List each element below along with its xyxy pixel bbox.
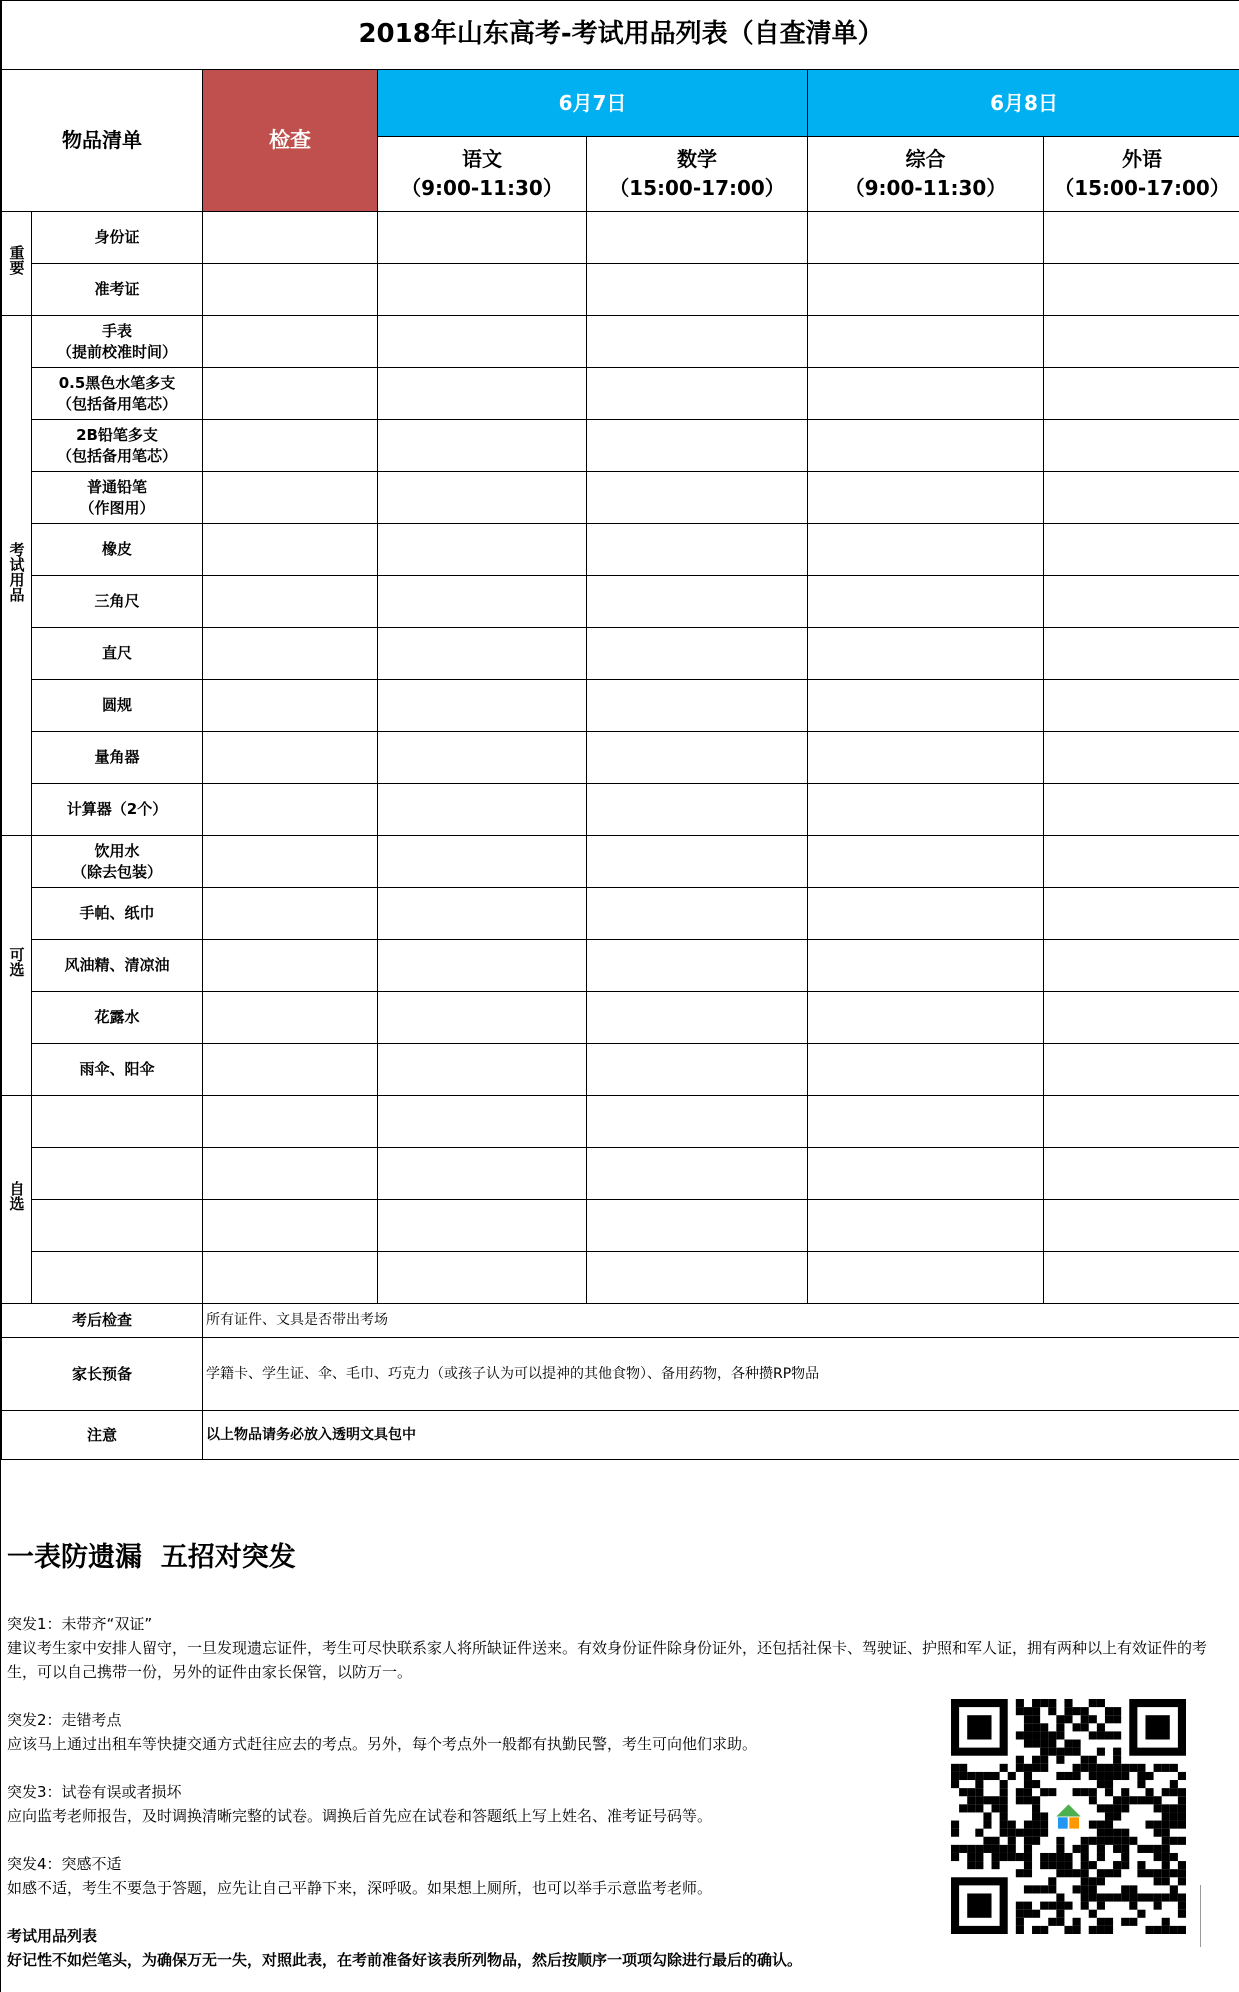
- subject-check-cell[interactable]: [808, 784, 1044, 836]
- subject-check-cell[interactable]: [587, 680, 808, 732]
- tip-body: 应向监考老师报告，及时调换清晰完整的试卷。调换后首先应在试卷和答题纸上写上姓名、准考证号码等。: [7, 1807, 713, 1825]
- subject-check-cell[interactable]: [378, 836, 587, 888]
- subject-check-cell[interactable]: [808, 212, 1044, 264]
- subject-check-cell[interactable]: [1044, 212, 1239, 264]
- tip-body: 建议考生家中安排人留守，一旦发现遗忘证件，考生可尽快联系家人将所缺证件送来。有效身份证件除身份证外，还包括社保卡、驾驶证、护照和军人证，拥有两种以上有效证件的考生，可以自己携带一份，另外的证件由家长保管，以防万一。: [7, 1639, 1208, 1681]
- subject-check-cell[interactable]: [378, 1096, 587, 1148]
- item-name: 手帕、纸巾: [32, 888, 203, 940]
- table-row: [2, 212, 1239, 264]
- table-row: [2, 940, 1239, 992]
- table-row: [2, 472, 1239, 524]
- item-name: 量角器: [32, 732, 203, 784]
- check-cell[interactable]: [203, 420, 378, 472]
- subject-check-cell[interactable]: [587, 1200, 808, 1252]
- table-row: [2, 784, 1239, 836]
- footer-row: [2, 1338, 1239, 1411]
- subject-check-cell[interactable]: [1044, 1096, 1239, 1148]
- subject-check-cell[interactable]: [587, 888, 808, 940]
- group-label: 重要: [2, 212, 32, 316]
- item-name: [32, 1148, 203, 1200]
- subject-check-cell[interactable]: [378, 992, 587, 1044]
- checklist-table: [1, 0, 1239, 1460]
- tip-title: 突发1：未带齐“双证”: [7, 1615, 153, 1633]
- table-row: [2, 732, 1239, 784]
- footer-text: 以上物品请务必放入透明文具包中: [203, 1411, 1239, 1460]
- check-cell[interactable]: [203, 784, 378, 836]
- check-cell[interactable]: [203, 888, 378, 940]
- item-name: 饮用水 （除去包装）: [32, 836, 203, 888]
- subject-header: [378, 137, 587, 212]
- subject-header: [587, 137, 808, 212]
- subject-check-cell[interactable]: [378, 1200, 587, 1252]
- table-row: [2, 576, 1239, 628]
- check-cell[interactable]: [203, 1096, 378, 1148]
- footer-text: 所有证件、文具是否带出考场: [203, 1304, 1239, 1338]
- check-header: 检查: [203, 70, 378, 212]
- subject-check-cell[interactable]: [1044, 888, 1239, 940]
- subject-check-cell[interactable]: [808, 368, 1044, 420]
- item-name: 身份证: [32, 212, 203, 264]
- subject-check-cell[interactable]: [1044, 472, 1239, 524]
- subject-check-cell[interactable]: [808, 1148, 1044, 1200]
- subject-check-cell[interactable]: [1044, 628, 1239, 680]
- item-name: 准考证: [32, 264, 203, 316]
- subject-time: （15:00-17:00）: [609, 176, 785, 200]
- subject-check-cell[interactable]: [808, 1252, 1044, 1304]
- subject-check-cell[interactable]: [1044, 524, 1239, 576]
- subject-check-cell[interactable]: [808, 1044, 1044, 1096]
- check-cell[interactable]: [203, 680, 378, 732]
- check-cell[interactable]: [203, 1044, 378, 1096]
- subject-check-cell[interactable]: [1044, 576, 1239, 628]
- group-label: 考试用品: [2, 316, 32, 836]
- subject-check-cell[interactable]: [587, 1096, 808, 1148]
- subject-check-cell[interactable]: [378, 212, 587, 264]
- subject-check-cell[interactable]: [378, 420, 587, 472]
- subject-check-cell[interactable]: [587, 940, 808, 992]
- subject-check-cell[interactable]: [1044, 836, 1239, 888]
- subject-check-cell[interactable]: [1044, 732, 1239, 784]
- subject-check-cell[interactable]: [587, 1044, 808, 1096]
- item-name: 手表 （提前校准时间）: [32, 316, 203, 368]
- subject-check-cell[interactable]: [378, 1044, 587, 1096]
- date-header-2: 6月8日: [808, 70, 1239, 137]
- subject-name: 外语: [1122, 147, 1163, 171]
- item-name: [32, 1252, 203, 1304]
- item-name: 圆规: [32, 680, 203, 732]
- table-row: [2, 836, 1239, 888]
- tips-heading: 一表防遗漏 五招对突发: [7, 1542, 296, 1573]
- subject-check-cell[interactable]: [587, 212, 808, 264]
- qr-code: [951, 1699, 1186, 1934]
- check-cell[interactable]: [203, 316, 378, 368]
- table-row: [2, 1252, 1239, 1304]
- subject-check-cell[interactable]: [378, 680, 587, 732]
- footer-text: 学籍卡、学生证、伞、毛巾、巧克力（或孩子认为可以提神的其他食物）、备用药物，各种攒RP物品: [203, 1338, 1239, 1411]
- subject-check-cell[interactable]: [587, 1252, 808, 1304]
- subject-check-cell[interactable]: [587, 524, 808, 576]
- item-name: 0.5黑色水笔多支 （包括备用笔芯）: [32, 368, 203, 420]
- table-row: [2, 680, 1239, 732]
- tip-title: 突发4：突感不适: [7, 1855, 122, 1873]
- subject-check-cell[interactable]: [808, 524, 1044, 576]
- subject-check-cell[interactable]: [587, 420, 808, 472]
- subject-check-cell[interactable]: [378, 576, 587, 628]
- subject-check-cell[interactable]: [378, 264, 587, 316]
- subject-check-cell[interactable]: [808, 576, 1044, 628]
- item-name: 普通铅笔 （作图用）: [32, 472, 203, 524]
- table-row: [2, 992, 1239, 1044]
- subject-check-cell[interactable]: [808, 888, 1044, 940]
- tip-item: [7, 1708, 927, 1756]
- item-name: 直尺: [32, 628, 203, 680]
- subject-check-cell[interactable]: [808, 732, 1044, 784]
- date-header-1: 6月7日: [378, 70, 808, 137]
- footer-row: [2, 1411, 1239, 1460]
- page-title: 2018年山东高考-考试用品列表（自查清单）: [2, 1, 1239, 70]
- subject-check-cell[interactable]: [1044, 680, 1239, 732]
- divider: [1200, 1885, 1201, 1947]
- subject-check-cell[interactable]: [587, 1148, 808, 1200]
- subject-check-cell[interactable]: [587, 836, 808, 888]
- check-cell[interactable]: [203, 836, 378, 888]
- subject-check-cell[interactable]: [808, 680, 1044, 732]
- check-cell[interactable]: [203, 368, 378, 420]
- subject-check-cell[interactable]: [1044, 784, 1239, 836]
- check-cell[interactable]: [203, 992, 378, 1044]
- subject-check-cell[interactable]: [1044, 1044, 1239, 1096]
- subject-check-cell[interactable]: [1044, 316, 1239, 368]
- subject-check-cell[interactable]: [808, 472, 1044, 524]
- item-name: 2B铅笔多支 （包括备用笔芯）: [32, 420, 203, 472]
- subject-check-cell[interactable]: [1044, 1252, 1239, 1304]
- tip-title: 突发3：试卷有误或者损坏: [7, 1783, 182, 1801]
- subject-name: 数学: [677, 147, 717, 171]
- table-row: [2, 264, 1239, 316]
- subject-check-cell[interactable]: [808, 264, 1044, 316]
- table-row: [2, 524, 1239, 576]
- table-row: [2, 628, 1239, 680]
- subject-check-cell[interactable]: [1044, 368, 1239, 420]
- tip-item: [7, 1852, 927, 1900]
- subject-check-cell[interactable]: [587, 992, 808, 1044]
- subject-check-cell[interactable]: [587, 576, 808, 628]
- check-cell[interactable]: [203, 1148, 378, 1200]
- check-cell[interactable]: [203, 264, 378, 316]
- subject-check-cell[interactable]: [378, 732, 587, 784]
- subject-check-cell[interactable]: [587, 784, 808, 836]
- subject-header: [808, 137, 1044, 212]
- group-label: 自选: [2, 1096, 32, 1304]
- subject-check-cell[interactable]: [808, 420, 1044, 472]
- subject-check-cell[interactable]: [587, 628, 808, 680]
- item-name: 花露水: [32, 992, 203, 1044]
- check-cell[interactable]: [203, 1252, 378, 1304]
- check-cell[interactable]: [203, 628, 378, 680]
- list-title: 考试用品列表: [7, 1927, 98, 1945]
- check-cell[interactable]: [203, 1200, 378, 1252]
- subject-check-cell[interactable]: [808, 940, 1044, 992]
- subject-header: [1044, 137, 1239, 212]
- check-cell[interactable]: [203, 576, 378, 628]
- subject-check-cell[interactable]: [587, 368, 808, 420]
- subject-name: 语文: [462, 147, 502, 171]
- group-label: 可选: [2, 836, 32, 1096]
- subject-check-cell[interactable]: [587, 264, 808, 316]
- subject-check-cell[interactable]: [378, 316, 587, 368]
- tip-body: 应该马上通过出租车等快捷交通方式赶往应去的考点。另外，每个考点外一般都有执勤民警，考生可向他们求助。: [7, 1735, 758, 1753]
- tip-item: [7, 1780, 927, 1828]
- subject-check-cell[interactable]: [808, 1200, 1044, 1252]
- check-cell[interactable]: [203, 524, 378, 576]
- item-name: 橡皮: [32, 524, 203, 576]
- subject-check-cell[interactable]: [1044, 992, 1239, 1044]
- subject-check-cell[interactable]: [808, 628, 1044, 680]
- footer-label: 注意: [2, 1411, 203, 1460]
- subject-time: （15:00-17:00）: [1054, 176, 1230, 200]
- check-cell[interactable]: [203, 212, 378, 264]
- item-name: 风油精、清凉油: [32, 940, 203, 992]
- subject-check-cell[interactable]: [378, 472, 587, 524]
- subject-check-cell[interactable]: [1044, 420, 1239, 472]
- subject-check-cell[interactable]: [378, 628, 587, 680]
- tip-item: [7, 1612, 1229, 1684]
- footer-row: [2, 1304, 1239, 1338]
- check-cell[interactable]: [203, 732, 378, 784]
- list-body: 好记性不如烂笔头，为确保万无一失，对照此表，在考前准备好该表所列物品，然后按顺序一项项勾除进行最后的确认。: [7, 1951, 803, 1969]
- table-row: [2, 1148, 1239, 1200]
- subject-check-cell[interactable]: [587, 472, 808, 524]
- subject-name: 综合: [905, 147, 946, 171]
- table-row: [2, 368, 1239, 420]
- table-row: [2, 888, 1239, 940]
- subject-check-cell[interactable]: [378, 940, 587, 992]
- item-name: [32, 1200, 203, 1252]
- table-row: [2, 420, 1239, 472]
- item-name: 雨伞、阳伞: [32, 1044, 203, 1096]
- item-name: 计算器（2个）: [32, 784, 203, 836]
- footer-label: 考后检查: [2, 1304, 203, 1338]
- subject-check-cell[interactable]: [808, 316, 1044, 368]
- subject-check-cell[interactable]: [1044, 1200, 1239, 1252]
- subject-check-cell[interactable]: [808, 1096, 1044, 1148]
- table-row: [2, 1200, 1239, 1252]
- tip-title: 突发2：走错考点: [7, 1711, 122, 1729]
- item-name: 三角尺: [32, 576, 203, 628]
- subject-check-cell[interactable]: [808, 836, 1044, 888]
- check-cell[interactable]: [203, 940, 378, 992]
- subject-check-cell[interactable]: [1044, 940, 1239, 992]
- subject-check-cell[interactable]: [378, 888, 587, 940]
- subject-time: （9:00-11:30）: [401, 176, 563, 200]
- subject-check-cell[interactable]: [378, 784, 587, 836]
- subject-check-cell[interactable]: [587, 732, 808, 784]
- items-header: 物品清单: [2, 70, 203, 212]
- subject-check-cell[interactable]: [378, 1148, 587, 1200]
- tip-body: 如感不适，考生不要急于答题，应先让自己平静下来，深呼吸。如果想上厕所，也可以举手示意监考老师。: [7, 1879, 713, 1897]
- subject-check-cell[interactable]: [587, 316, 808, 368]
- table-row: [2, 1096, 1239, 1148]
- check-cell[interactable]: [203, 472, 378, 524]
- subject-time: （9:00-11:30）: [844, 176, 1007, 200]
- table-row: [2, 316, 1239, 368]
- table-row: [2, 1044, 1239, 1096]
- subject-check-cell[interactable]: [1044, 264, 1239, 316]
- subject-check-cell[interactable]: [378, 368, 587, 420]
- subject-check-cell[interactable]: [808, 992, 1044, 1044]
- footer-label: 家长预备: [2, 1338, 203, 1411]
- subject-check-cell[interactable]: [378, 524, 587, 576]
- subject-check-cell[interactable]: [1044, 1148, 1239, 1200]
- subject-check-cell[interactable]: [378, 1252, 587, 1304]
- item-name: [32, 1096, 203, 1148]
